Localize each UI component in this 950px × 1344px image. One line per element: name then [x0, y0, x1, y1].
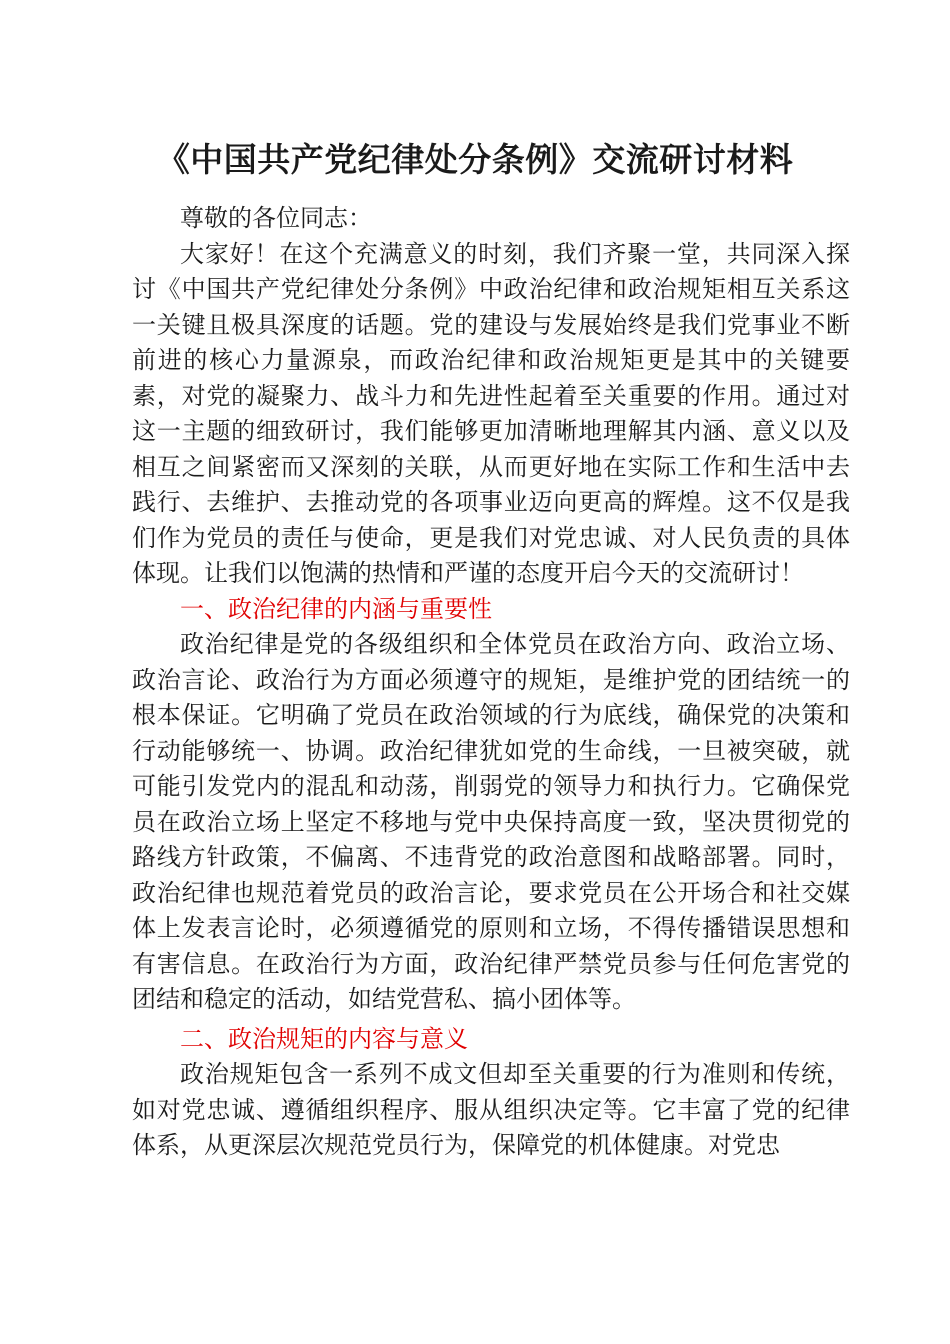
section-2-heading: 二、政治规矩的内容与意义 — [180, 1024, 468, 1053]
document-body — [132, 201, 850, 1164]
section-2-paragraph: 政治规矩包含一系列不成文但却至关重要的行为准则和传统，如对党忠诚、遵循组织程序、服从组织决定等。它丰富了党的纪律体系，从更深层次规范党员行为，保障党的机体健康。对党忠 — [132, 1060, 850, 1159]
section-1-paragraph: 政治纪律是党的各级组织和全体党员在政治方向、政治立场、政治言论、政治行为方面必须遵守的规矩，是维护党的团结统一的根本保证。它明确了党员在政治领域的行为底线，确保党的决策和行动能够统一、协调。政治纪律犹如党的生命线，一旦被突破，就可能引发党内的混乱和动荡，削弱党的领导力和执行力。它确保党员在政治立场上坚定不移地与党中央保持高度一致，坚决贯彻党的路线方针政策，不偏离、不违背党的政治意图和战略部署。同时，政治纪律也规范着党员的政治言论，要求党员在公开场合和社交媒体上发表言论时，必须遵循党的原则和立场，不得传播错误思想和有害信息。在政治行为方面，政治纪律严禁党员参与任何危害党的团结和稳定的活动，如结党营私、搞小团体等。 — [132, 630, 850, 1013]
intro-paragraph: 大家好！在这个充满意义的时刻，我们齐聚一堂，共同深入探讨《中国共产党纪律处分条例》中政治纪律和政治规矩相互关系这一关键且极具深度的话题。党的建设与发展始终是我们党事业不断前进的核心力量源泉，而政治纪律和政治规矩更是其中的关键要素，对党的凝聚力、战斗力和先进性起着至关重要的作用。通过对这一主题的细致研讨，我们能够更加清晰地理解其内涵、意义以及相互之间紧密而又深刻的关联，从而更好地在实际工作和生活中去践行、去维护、去推动党的各项事业迈向更高的辉煌。这不仅是我们作为党员的责任与使命，更是我们对党忠诚、对人民负责的具体体现。让我们以饱满的热情和严谨的态度开启今天的交流研讨！ — [132, 239, 850, 587]
salutation: 尊敬的各位同志： — [180, 204, 372, 232]
document-title: 《中国共产党纪律处分条例》交流研讨材料 — [156, 140, 794, 179]
section-1-heading: 一、政治纪律的内涵与重要性 — [180, 594, 492, 623]
